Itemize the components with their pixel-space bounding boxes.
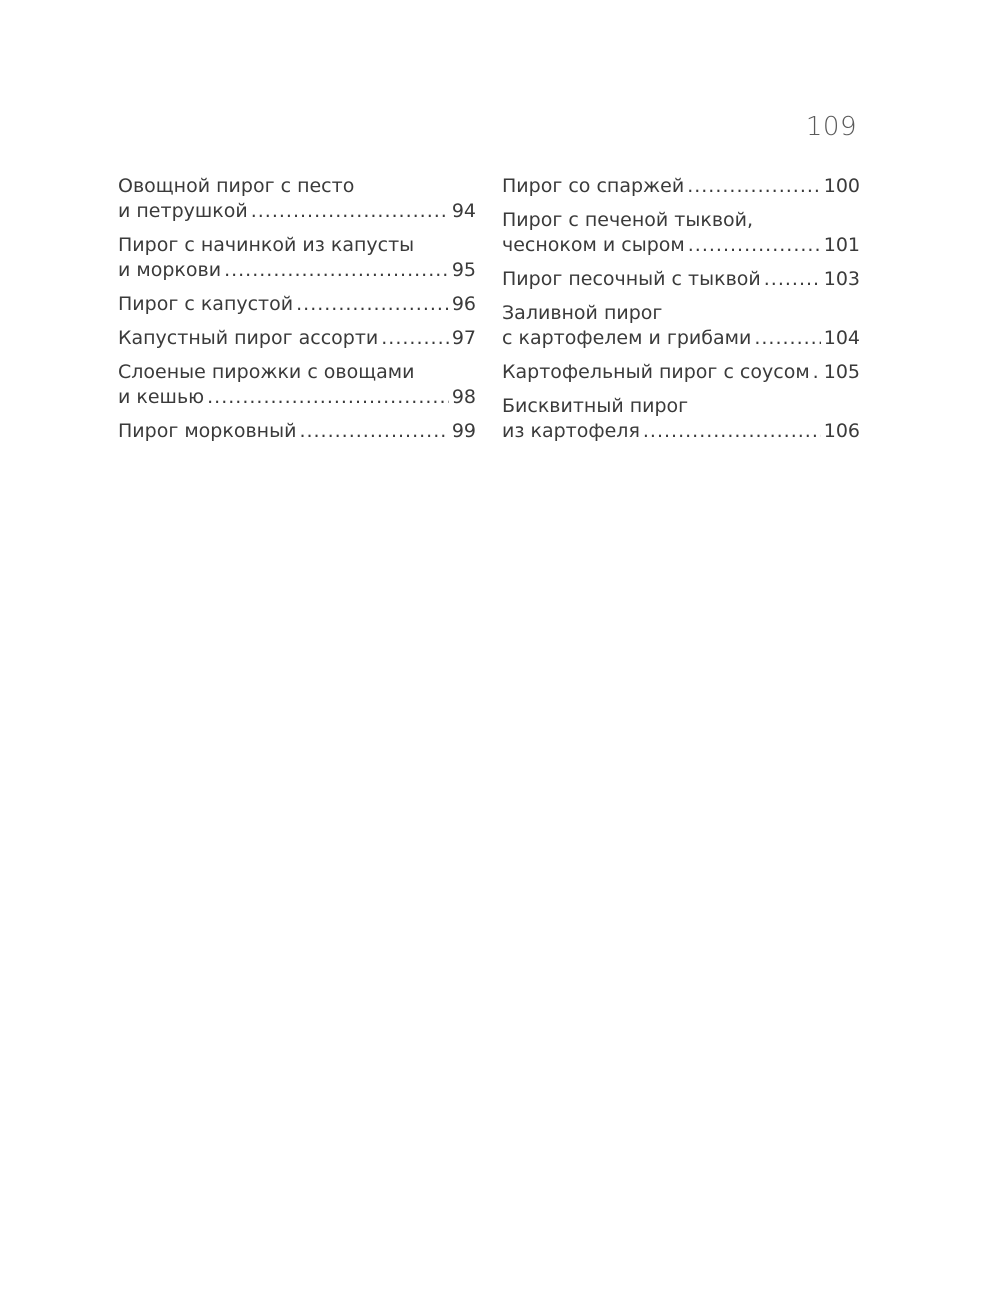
dot-leader — [299, 419, 448, 444]
toc-entry-row — [118, 419, 476, 444]
toc-entry-row — [502, 360, 860, 385]
toc-entry-page-number: 105 — [823, 361, 860, 383]
toc-entry-title-line: из картофеля — [502, 420, 640, 442]
toc-entry-title-line: чесноком и сыром — [502, 234, 685, 256]
dot-leader — [381, 326, 449, 351]
toc-entry-row — [502, 267, 860, 292]
dot-leader — [764, 267, 821, 292]
toc-entry-page-number: 94 — [451, 200, 476, 222]
toc-entry-title-line: с картофелем и грибами — [502, 327, 752, 349]
toc-right-column — [502, 174, 860, 453]
toc-entry[interactable] — [502, 267, 860, 292]
toc-entry-title-line: Картофельный пирог с соусом — [502, 361, 810, 383]
toc-entry[interactable] — [118, 326, 476, 351]
dot-leader — [688, 233, 821, 258]
toc-entry-row — [118, 292, 476, 317]
toc-entry[interactable] — [502, 394, 860, 444]
toc-entry-page-number: 100 — [823, 175, 860, 197]
dot-leader — [643, 419, 821, 444]
toc-entry-row — [118, 199, 476, 224]
dot-leader — [224, 258, 449, 283]
dot-leader — [251, 199, 449, 224]
toc-entry[interactable] — [502, 301, 860, 351]
toc-entry[interactable] — [118, 233, 476, 283]
toc-entry-row — [502, 326, 860, 351]
toc-entry[interactable] — [502, 208, 860, 258]
toc-entry[interactable] — [118, 292, 476, 317]
toc-entry[interactable] — [118, 174, 476, 224]
toc-entry[interactable] — [118, 360, 476, 410]
toc-entry-title-line: Пирог со спаржей — [502, 175, 685, 197]
toc-entry-page-number: 101 — [823, 234, 860, 256]
toc-entry-page-number: 106 — [823, 420, 860, 442]
toc-entry-page-number: 95 — [451, 259, 476, 281]
toc-entry-page-number: 98 — [451, 386, 476, 408]
toc-entry-title-line: Слоеные пирожки с овощами — [118, 361, 415, 383]
toc-entry-page-number: 104 — [823, 327, 860, 349]
toc-entry-title-line: и петрушкой — [118, 200, 248, 222]
toc-entry-row — [502, 419, 860, 444]
toc-entry-page-number: 97 — [451, 327, 476, 349]
toc-entry-row — [118, 326, 476, 351]
toc-entry-page-number: 99 — [451, 420, 476, 442]
toc-entry-page-number: 96 — [451, 293, 476, 315]
dot-leader — [813, 360, 821, 385]
toc-entry-title-line: Овощной пирог с песто — [118, 175, 355, 197]
toc-entry[interactable] — [502, 174, 860, 199]
dot-leader — [296, 292, 449, 317]
page-number: 109 — [805, 112, 857, 142]
toc-entry-title-line: Капустный пирог ассорти — [118, 327, 379, 349]
toc-entry-row — [118, 385, 476, 410]
dot-leader — [754, 326, 820, 351]
toc-entry-title-line: Пирог с начинкой из капусты — [118, 234, 415, 256]
toc-entry-title-line: Пирог морковный — [118, 420, 297, 442]
toc-entry-title-line: Заливной пирог — [502, 302, 663, 324]
table-of-contents — [118, 174, 860, 453]
toc-entry-title-line: и моркови — [118, 259, 222, 281]
toc-entry-title-line: Бисквитный пирог — [502, 395, 689, 417]
dot-leader — [207, 385, 449, 410]
toc-entry[interactable] — [118, 419, 476, 444]
toc-entry-page-number: 103 — [823, 268, 860, 290]
toc-entry-row — [502, 174, 860, 199]
dot-leader — [687, 174, 821, 199]
toc-entry-title-line: Пирог с капустой — [118, 293, 294, 315]
toc-entry-row — [118, 258, 476, 283]
toc-entry-title-line: Пирог с печеной тыквой, — [502, 209, 754, 231]
toc-left-column — [118, 174, 476, 453]
toc-entry-title-line: Пирог песочный с тыквой — [502, 268, 761, 290]
toc-entry-title-line: и кешью — [118, 386, 205, 408]
toc-entry-row — [502, 233, 860, 258]
toc-entry[interactable] — [502, 360, 860, 385]
